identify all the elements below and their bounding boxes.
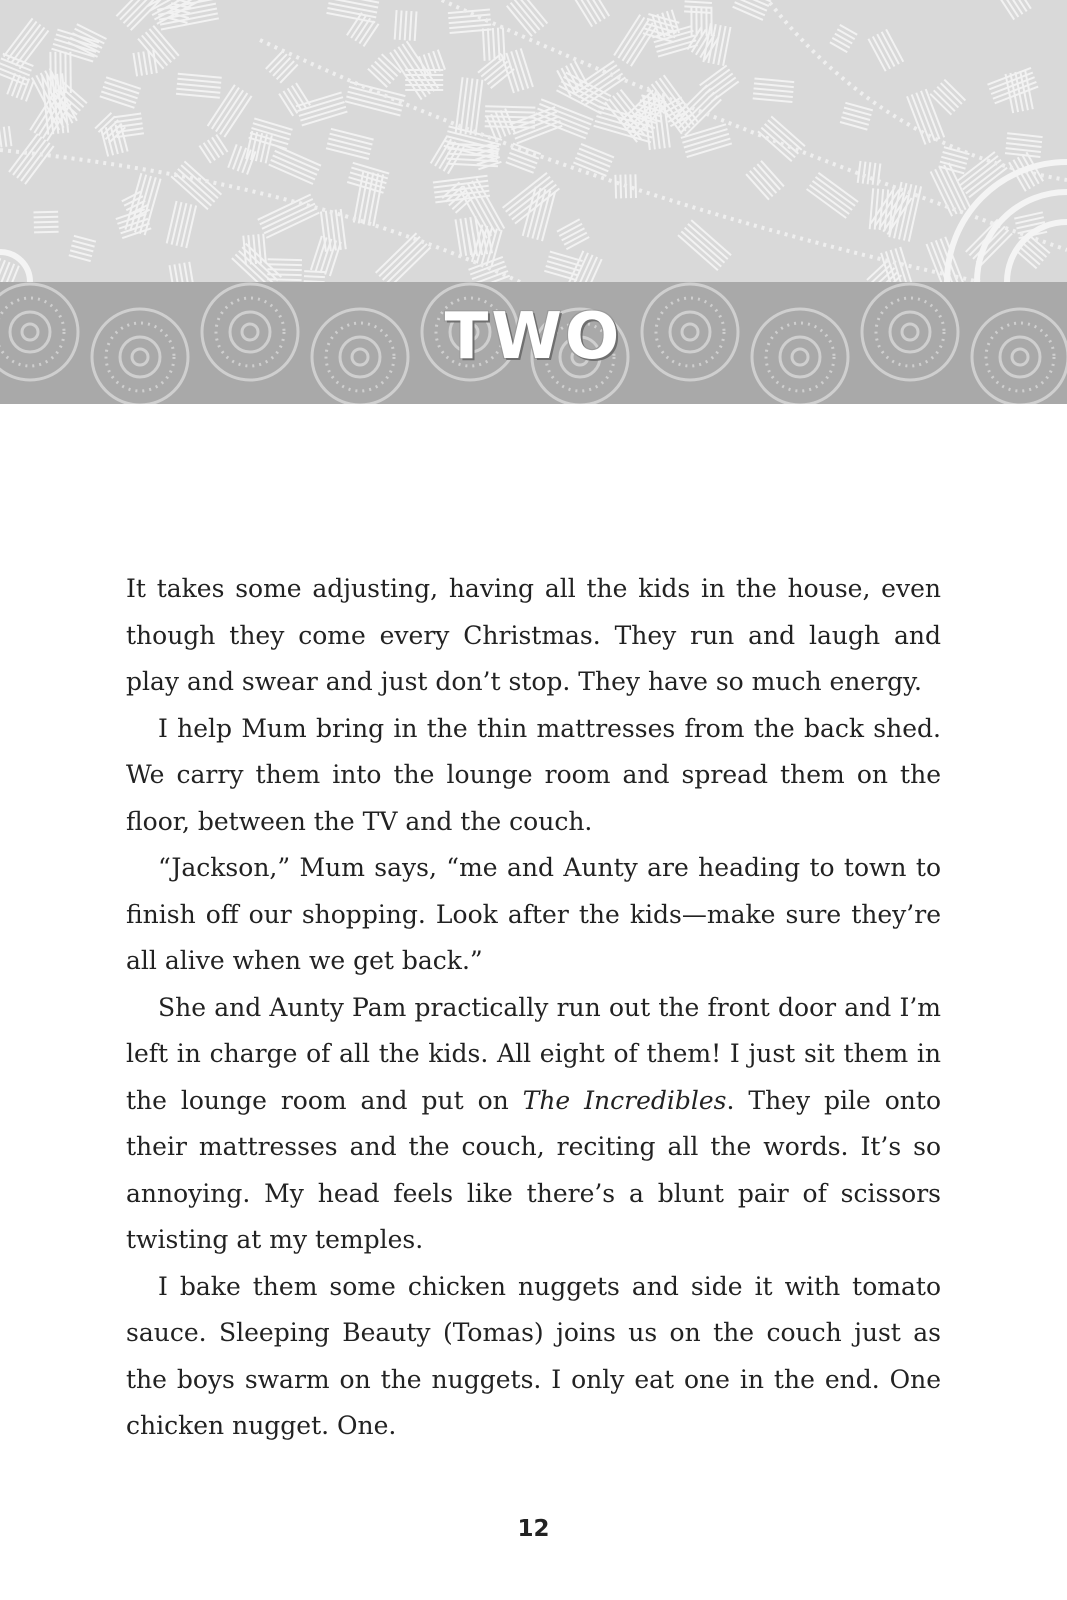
paragraph-text: She and Aunty Pam practically run out the front door and I’m left in charge of all the kids. All eight of them! I just sit them in the lounge room and put on — [126, 992, 941, 1115]
page-number: 12 — [517, 1516, 550, 1542]
paragraph: “Jackson,” Mum says, “me and Aunty are heading to town to finish off our shopping. Look after the kids—make sure they’re all alive when we get back.” — [126, 853, 941, 975]
paragraph: I bake them some chicken nuggets and side it with tomato sauce. Sleeping Beauty (Tomas) joins us on the couch just as the boys swarm on the nuggets. I only eat one in the end. One chicken nugget. One. — [126, 1271, 941, 1440]
film-title: The Incredibles — [522, 1085, 727, 1115]
paragraph — [126, 985, 941, 1264]
paragraph: I help Mum bring in the thin mattresses from the back shed. We carry them into the lounge room and spread them on the floor, between the TV and the couch. — [126, 713, 941, 836]
body-text — [126, 566, 941, 1450]
paragraph: It takes some adjusting, having all the kids in the house, even though they come every Christmas. They run and laugh and play and swear and just don’t stop. They have so much energy. — [126, 574, 941, 696]
header-pattern — [0, 0, 1067, 282]
chapter-title: TWO — [444, 300, 623, 374]
header-pattern-graphic — [0, 0, 1067, 282]
paragraph-text: . They pile onto their mattresses and the couch, reciting all the words. It’s so annoying. My head feels like there’s a blunt pair of scissors twisting at my temples. — [126, 1085, 941, 1254]
